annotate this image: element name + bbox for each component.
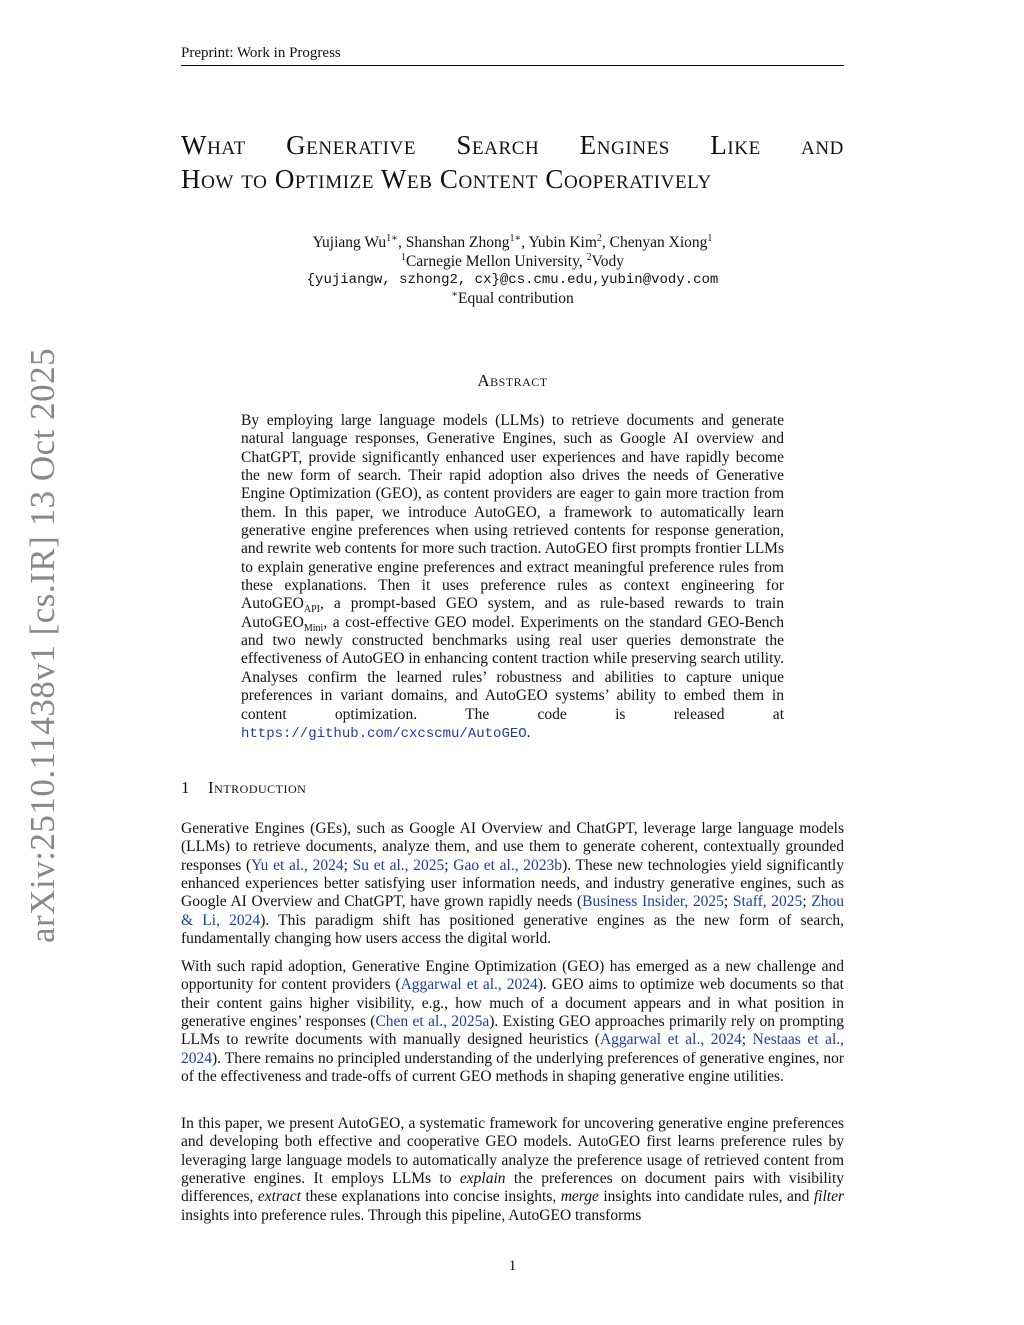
author-name: Chenyan Xiong [609,234,708,251]
emphasis-term: filter [813,1188,844,1206]
section-title: Introduction [208,778,307,797]
author-list: Yujiang $Wu^{1∗}$, Shanshan Zhong$^{1∗}$, Yubin Kim$^2$, Chenyan Xiong$^1$ [312,232,713,251]
citation-link[interactable]: Chen et al., 2025a [375,1013,490,1031]
author-block [181,234,844,308]
citation-link[interactable]: Zhou & Li, 2024 [181,893,845,929]
citation-separator: ; [802,893,812,911]
paragraph-text: Generative Engines (GEs), such as Google AI Overview and ChatGPT, leverage large language models (LLMs) to retrieve documents, analyze them, and use them to generate coherent, contextually grounded responses ( [181,820,844,874]
abstract-text: , a cost-effective GEO model. Experiments on the standard GEO-Bench and two newly constructed benchmarks using real user queries demonstrate the effectiveness of AutoGEO in enhancing content traction while preserving search utility. Analyses confirm the learned rules’ robustness and abilities to capture unique preferences in variant domains, and AutoGEO systems’ ability to embed them in content optimization. The code is released at [241,613,784,723]
author-name: Shanshan Zhong [405,234,510,251]
citation-link[interactable]: Su et al., 2025 [352,856,445,874]
section-number: 1 [181,778,190,797]
citation-separator: ; [741,1031,753,1049]
citation-link[interactable]: Aggarwal et al., 2024 [599,1031,742,1049]
title-line-1: What Generative Search Engines Like and [181,130,844,160]
page-number: 1 [508,1258,517,1274]
paragraph-text: ). GEO aims to optimize web documents so that their content gains higher visibility, e.g., how much of a document appears and in what position in generative engines’ responses ( [181,976,844,1031]
author-name: Yujiang Wu [312,234,387,251]
intro-paragraph-2 [181,958,844,1086]
abstract-text: , a prompt-based GEO system, and as rule-based rewards to train AutoGEO [241,595,784,631]
paragraph-text: ). These new technologies yield significantly enhanced experiences better satisfying user information needs, and industry generative engines, such as Google AI Overview and ChatGPT, have grown rapidly needs ( [181,856,844,911]
author-affiliation-mark: 1∗ [509,232,522,244]
paragraph-text: insights into candidate rules, and [598,1188,814,1206]
author-affiliation-mark: 2 [596,232,602,244]
subscript-mini: Mini [303,622,324,634]
abstract-heading: Abstract [477,371,548,390]
header-rule [181,65,844,66]
citation-separator: ; [444,856,454,874]
code-repository-link[interactable]: https://github.com/cxcscmu/AutoGEO [241,725,527,742]
equal-contribution-text: Equal contribution [458,289,574,307]
author-name: Yubin Kim [528,234,597,251]
citation-link[interactable]: Business Insider, 2025 [582,893,724,911]
citation-separator: ; [343,856,353,874]
paragraph-text: insights into preference rules. Through this pipeline, AutoGEO transforms [181,1206,642,1224]
citation-separator: ; [723,893,733,911]
paragraph-text: ). There remains no principled understanding of the underlying preferences of generative engines, nor of the effectiveness and trade-offs of current GEO methods in shaping generative engine utilities. [181,1049,844,1086]
affiliation-mark: 2 [586,251,592,263]
running-header: Preprint: Work in Progress [181,45,341,61]
emphasis-term: explain [459,1170,506,1188]
citation-link[interactable]: Staff, 2025 [732,893,803,911]
section-heading-introduction [181,778,844,798]
paragraph-text: the preferences on document pairs with visibility differences, [181,1170,844,1206]
citation-link[interactable]: Gao et al., 2023b [453,856,563,874]
paragraph-text: ). Existing GEO approaches primarily rely on prompting LLMs to rewrite documents with manually designed heuristics ( [181,1013,844,1049]
affiliation-mark: 1 [400,251,406,263]
equal-contribution-note [181,290,844,309]
intro-paragraph-3 [181,1115,844,1225]
abstract-text: By employing large language models (LLMs) to retrieve documents and generate natural language responses, Generative Engines, such as Google AI overview and ChatGPT, provide significantly enhanced user experiences and have rapidly become the new form of search. Their rapid adoption also drives the needs of Generative Engine Optimization (GEO), as content providers are eager to gain more traction from them. In this paper, we introduce AutoGEO, a framework to automatically learn generative engine preferences when using retrieved contents for response generation, and rewrite web contents for more such traction. AutoGEO first prompts frontier LLMs to explain generative engine preferences and extract meaningful preference rules from these explanations. Then it uses preference rules as context engineering for AutoGEO [241,412,784,613]
author-affiliation-mark: 1 [707,232,713,244]
paper-title [181,128,844,196]
emphasis-term: merge [560,1188,599,1206]
affiliation-cmu: Carnegie Mellon University, [405,252,587,270]
paragraph-text: In this paper, we present AutoGEO, a systematic framework for uncovering generative engine preferences and developing both effective and cooperative GEO models. AutoGEO first learns preference rules by leveraging large language models to automatically analyze the preference usage of retrieved content from generative engines. It employs LLMs to [181,1115,844,1188]
citation-link[interactable]: Yu et al., 2024 [251,856,344,874]
citation-link[interactable]: Aggarwal et al., 2024 [400,976,538,994]
emphasis-term: extract [257,1188,301,1206]
author-emails: {yujiangw, szhong2, cx}@cs.cmu.edu,yubin@vody.com [306,272,719,288]
equal-contribution-mark: ∗ [451,288,458,300]
abstract-text: . [526,723,531,741]
affiliations [181,253,844,272]
title-line-2: How to Optimize Web Content Cooperatively [181,164,712,194]
intro-paragraph-1 [181,820,844,948]
author-affiliation-mark: 1∗ [386,232,398,244]
affiliation-vody: Vody [591,252,625,270]
citation-link[interactable]: Nestaas et al., 2024 [181,1031,845,1067]
abstract-body [241,412,784,743]
paragraph-text: With such rapid adoption, Generative Engine Optimization (GEO) has emerged as a new challenge and opportunity for content providers ( [181,958,844,994]
paragraph-text: these explanations into concise insights, [300,1188,561,1206]
arxiv-identifier-stamp: arXiv:2510.11438v1 [cs.IR] 13 Oct 2025 [23,347,62,943]
paragraph-text: ). This paradigm shift has positioned generative engines as the new form of search, fundamentally changing how users access the digital world. [181,911,844,948]
subscript-api: API [303,604,320,616]
